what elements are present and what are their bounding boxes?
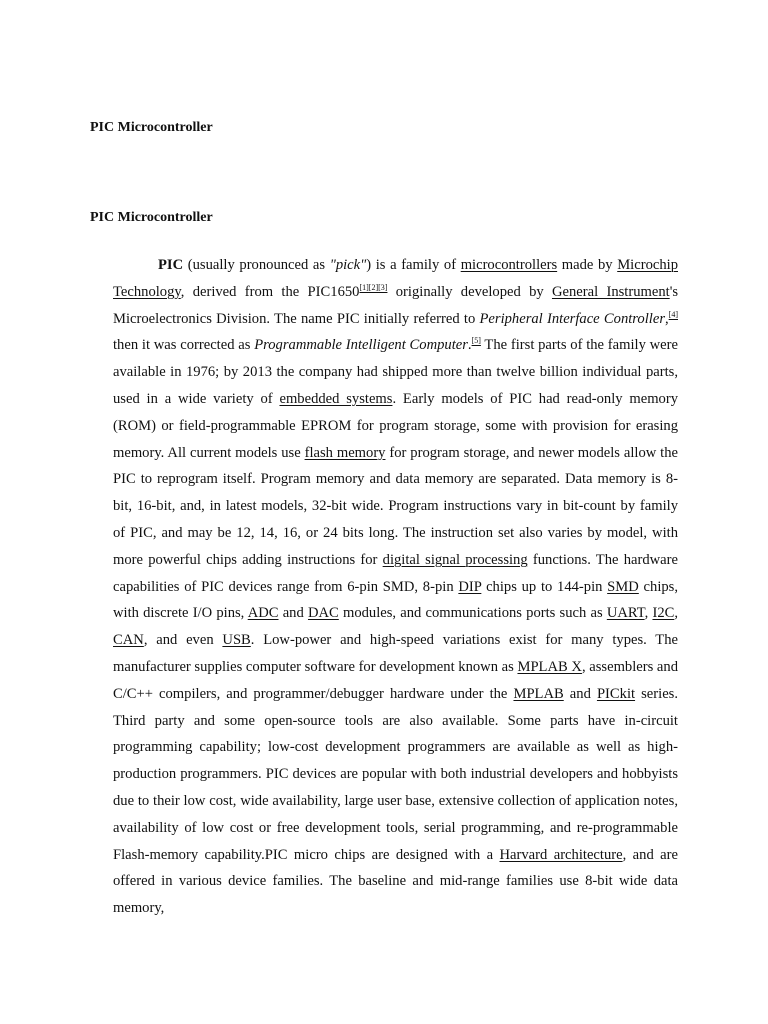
text-run: . Early models of PIC had read-only memory (ROM) or field-programmable EPROM for program storage, some with provision for erasing memory. All current models use bbox=[113, 390, 679, 461]
citation-1-2-3[interactable]: [1][2][3] bbox=[359, 282, 388, 292]
text-run: for program storage, and newer models allow the PIC to reprogram itself. Program memory and data memory are separated. Data memory is 8-bit, 16-bit, and, in latest models, 32-bit wide. Program instructions vary in bit-count by family of PIC, and may be 12, 14, 16, or 24 bits long. The instruction set also varies by model, with more powerful chips adding instructions for bbox=[113, 444, 678, 568]
text-run: The first parts of the family were available in 1976; by 2013 the company had shipped more than twelve billion individual parts, used in a wide variety of bbox=[113, 337, 679, 407]
link-pickit[interactable]: PICkit bbox=[596, 685, 636, 702]
link-can[interactable]: CAN bbox=[113, 632, 144, 649]
text-run: chips up to 144-pin bbox=[481, 578, 608, 595]
text-run: chips, with discrete I/O pins, bbox=[113, 578, 678, 622]
text-run: and bbox=[278, 605, 308, 622]
text-run: ) is a family of bbox=[366, 257, 461, 273]
text-run: originally developed by bbox=[387, 283, 552, 300]
link-uart[interactable]: UART bbox=[606, 605, 645, 622]
text-run: 's Microelectronics Division. The name PIC initially referred to bbox=[113, 283, 678, 327]
link-digital-signal-processing[interactable]: digital signal processing bbox=[382, 551, 528, 568]
text-run: and bbox=[563, 685, 597, 702]
link-harvard-architecture[interactable]: Harvard architecture bbox=[499, 846, 623, 863]
text-run: , and even bbox=[143, 632, 223, 649]
body-paragraph bbox=[113, 252, 678, 922]
citation-4[interactable]: [4] bbox=[668, 309, 678, 319]
term-pic: PIC bbox=[158, 257, 184, 273]
link-dip[interactable]: DIP bbox=[458, 578, 482, 595]
document-title: PIC Microcontroller bbox=[90, 120, 213, 135]
text-run: . bbox=[467, 337, 472, 354]
link-mplab[interactable]: MPLAB bbox=[513, 685, 564, 702]
link-microcontrollers[interactable]: microcontrollers bbox=[460, 257, 558, 273]
link-mplab-x[interactable]: MPLAB X bbox=[517, 658, 582, 675]
italic-peripheral-interface-controller: Peripheral Interface Controller bbox=[479, 310, 665, 327]
text-run: then it was corrected as bbox=[113, 337, 255, 354]
italic-programmable-intelligent-computer: Programmable Intelligent Computer bbox=[254, 337, 468, 354]
text-run: functions. The hardware capabilities of PIC devices range from 6-pin SMD, 8-pin bbox=[113, 551, 678, 595]
link-flash-memory[interactable]: flash memory bbox=[304, 444, 386, 461]
text-run: , assemblers and C/C++ compilers, and programmer/debugger hardware under the bbox=[113, 658, 679, 702]
citation-5[interactable]: [5] bbox=[471, 336, 481, 346]
text-run: , bbox=[644, 605, 653, 622]
link-microchip-technology[interactable]: Microchip Technology bbox=[113, 257, 678, 300]
text-run: series. Third party and some open-source tools are also available. Some parts have in-circuit programming capability; low-cost development programmers are available as well as high-production programmers. PIC devices are popular with both industrial developers and hobbyists due to their low cost, wide availability, large user base, extensive collection of application notes, availability of low cost or free development tools, serial programming, and re-programmable Flash-memory capability.PIC micro chips are designed with a bbox=[113, 685, 678, 863]
text-run: , and are offered in various device families. The baseline and mid-range families use 8-bit wide data memory, bbox=[113, 846, 678, 917]
text-run: . Low-power and high-speed variations exist for many types. The manufacturer supplies computer software for development known as bbox=[113, 632, 678, 675]
text-run: , derived from the PIC1650 bbox=[180, 283, 360, 300]
link-smd[interactable]: SMD bbox=[607, 578, 639, 595]
text-run: modules, and communications ports such as bbox=[338, 605, 607, 622]
text-run: made by bbox=[557, 257, 618, 273]
text-run: , bbox=[665, 310, 669, 327]
link-embedded-systems[interactable]: embedded systems bbox=[279, 390, 393, 407]
section-heading: PIC Microcontroller bbox=[90, 210, 213, 225]
link-usb[interactable]: USB bbox=[222, 632, 251, 649]
link-adc[interactable]: ADC bbox=[247, 605, 279, 622]
link-i2c[interactable]: I2C bbox=[652, 605, 675, 622]
pronunciation: "pick" bbox=[329, 257, 367, 273]
link-dac[interactable]: DAC bbox=[307, 605, 339, 622]
text-run: (usually pronounced as bbox=[183, 257, 330, 273]
link-general-instrument[interactable]: General Instrument bbox=[551, 283, 670, 300]
text-run: , bbox=[674, 605, 678, 622]
